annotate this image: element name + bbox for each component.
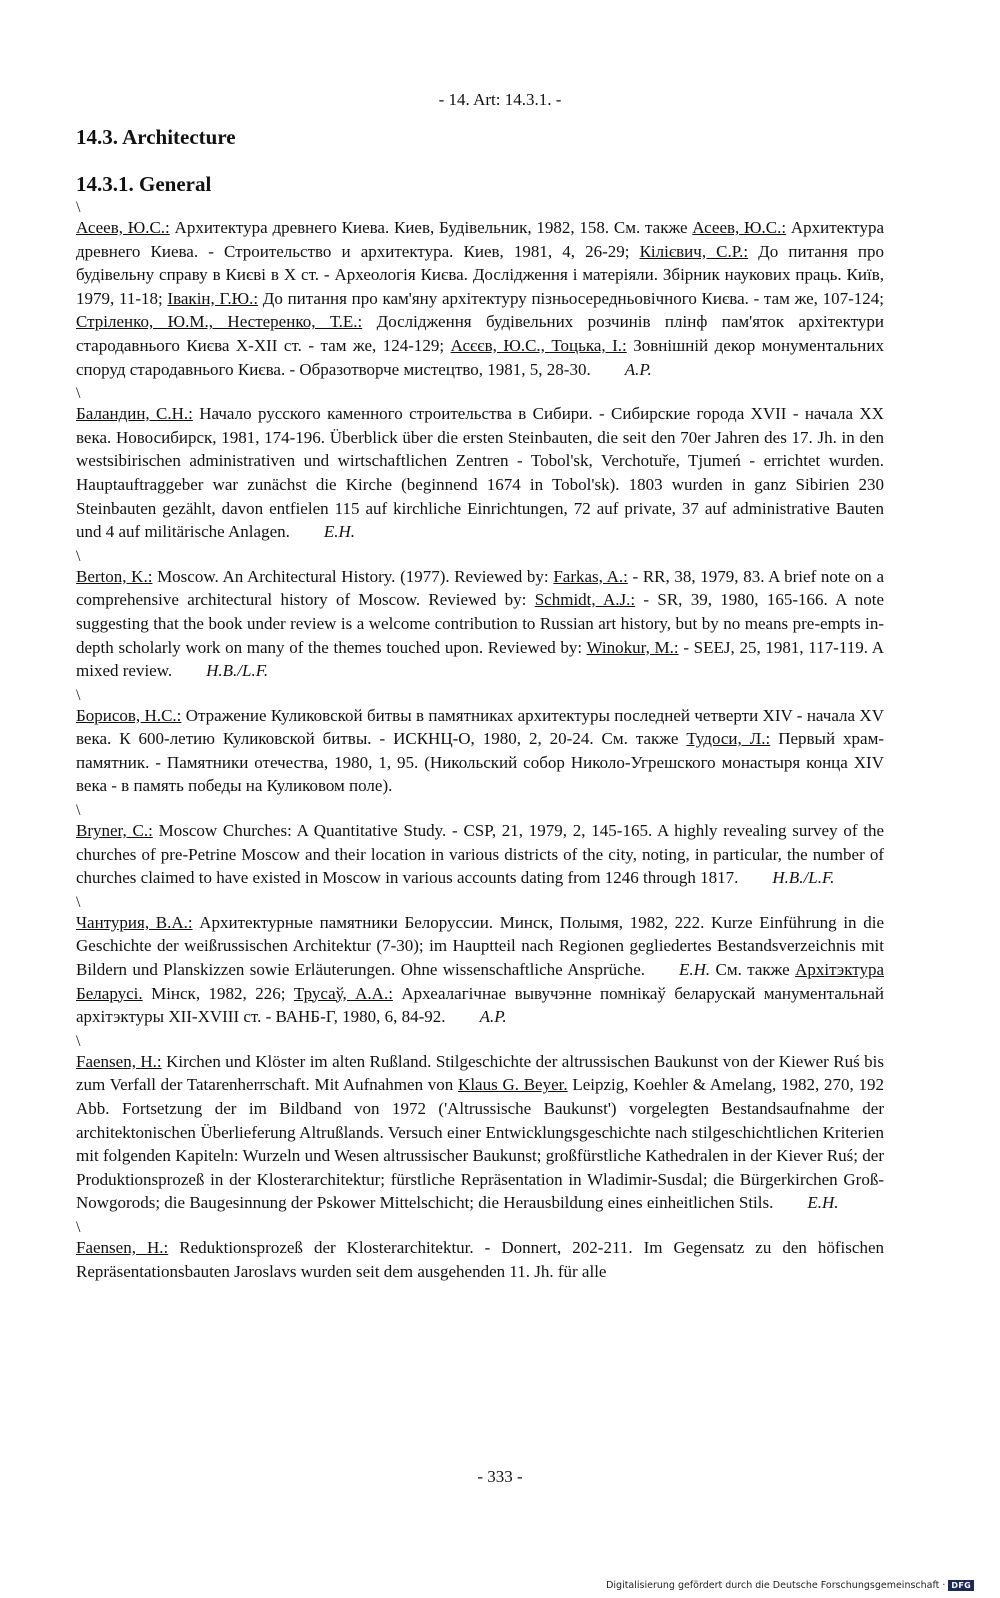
author-name: Архітэктура Беларусі.	[76, 960, 885, 1003]
author-name: Klaus G. Beyer.	[458, 1075, 568, 1095]
author-name: Bryner, C.:	[76, 821, 153, 841]
reviewer-initials: A.P.	[624, 359, 652, 379]
entry-text: Архитектурные памятники Белоруссии. Минск, Полымя, 1982, 222. Kurze Einführung in die Geschichte der weißrussischen Architektur (7-30); im Hauptteil nach Regionen gegliedertes Bestandsverzeichnis mit Bildern und Planskizzen sowie Erläuterungen. Ohne wissenschaftliche Ansprüche.	[76, 912, 884, 980]
entry-text: Начало русского каменного строительства в Сибири. - Сибирские города XVII - начала XX века. Новосибирск, 1981, 174-196. Überblick über die ersten Steinbauten, die seit den 70er Jahren des 17. Jh. in den westsibirischen administrativen und wirtschaftlichen Zentren - Tobol'sk, Verchotuře, Tjumeń - errichtet wurden. Hauptauftraggeber war zunächst die Kirche (beginnend 1674 in Tobol'sk). 1803 wurden in ganz Sibirien 230 Steinbauten gezählt, davon entfielen 115 auf kirchliche Einrichtungen, 72 auf private, 37 auf administrative Bauten und 4 auf militärische Anlagen.	[76, 404, 884, 542]
entry-text: Археалагічнае вывучэнне помнікаў беларускай манументальнай архітэктуры XII-XVIII ст. - ВАНБ-Г, 1980, 6, 84-92.	[76, 983, 884, 1027]
entry-text: Отражение Куликовской битвы в памятниках архитектуры последней четверти XIV - начала XV века. К 600-летию Куликовской битвы. - ИСКНЦ-О, 1980, 2, 20-24. См. также	[76, 705, 884, 749]
author-name: Асеев, Ю.С.:	[76, 218, 170, 237]
entry-separator: \	[76, 1032, 81, 1050]
entry-text: Архитектура древнего Киева. - Строительство и архитектура. Киев, 1981, 4, 26-29;	[76, 218, 884, 261]
entry-separator: \	[76, 686, 81, 704]
running-header: - 14. Art: 14.3.1. -	[438, 90, 562, 109]
author-name: Чантурия, В.А.:	[76, 912, 193, 932]
entry-list	[76, 199, 884, 1283]
entry-text: Дослідження будівельних розчинів плінф пам'яток архітектури стародавнього Києва X-XII ст. - там же, 124-129;	[76, 312, 885, 355]
entry-text: Архитектура древнего Киева. Киев, Будівельник, 1982, 158. См. также	[169, 218, 693, 237]
reviewer-initials: A.P.	[479, 1007, 507, 1027]
entry-separator: \	[76, 547, 81, 565]
entry-text: Moscow Churches: A Quantitative Study. - CSP, 21, 1979, 2, 145-165. A highly revealing survey of the churches of pre-Petrine Moscow and their location in various districts of the city, noting, in particular, the number of churches claimed to have existed in Moscow in various accounts dating from 1246 through 1817.	[76, 821, 885, 888]
author-name: Асєєв, Ю.С., Тоцька, І.:	[450, 335, 627, 355]
bibliography-entry	[76, 819, 884, 890]
entry-text: Reduktionsprozeß der Klosterarchitektur. - Donnert, 202-211. Im Gegensatz zu den höfischen Repräsentationsbauten Jaroslavs wurden seit dem ausgehenden 11. Jh. für alle	[76, 1237, 884, 1281]
entry-text: До питання про будівельну справу в Києві в X ст. - Археологія Києва. Дослідження і матеріяли. Збірник наукових праць. Київ, 1979, 11-18;	[76, 241, 884, 308]
bibliography-body	[76, 125, 884, 1287]
bibliography-entry	[76, 911, 884, 1029]
digitization-footer	[606, 1580, 974, 1591]
entry-separator: \	[76, 1218, 81, 1236]
section-title: 14.3. Architecture	[76, 125, 236, 149]
footer-text: Digitalisierung gefördert durch die Deutsche Forschungsgemeinschaft ·	[606, 1580, 946, 1591]
reviewer-initials: H.B./L.F.	[206, 661, 269, 681]
entry-separator: \	[76, 385, 81, 403]
author-name: Farkas, A.:	[553, 566, 628, 586]
entry-separator: \	[76, 199, 81, 216]
entry-text: Leipzig, Koehler & Amelang, 1982, 270, 192 Abb. Fortsetzung der im Bildband von 1972 ('Altrussische Baukunst') vorgelegten Bestandsaufnahme der architektonischen Überlieferung Altrußlands. Versuch einer Entwicklungsgeschichte nach stilgeschichtlichen Kriterien mit folgenden Kapiteln: Wurzeln und Wesen altrussischer Baukunst; großfürstliche Kathedralen in der Kiever Ruś; der Produktionsprozeß in der Klosterarchitektur; fürstliche Repräsentation in Wladimir-Susdal; die Bürgerkirchen Groß-Nowgorods; die Baugesinnung der Pskower Mittelschicht; die Herausbildung eines einheitlichen Stils.	[76, 1075, 885, 1213]
bibliography-entry	[76, 1050, 884, 1215]
author-name: Schmidt, A.J.:	[534, 590, 636, 610]
entry-text: - SR, 39, 1980, 165-166. A note suggesting that the book under review is a welcome contribution to Russian art history, but by no means pre-empts in-depth scholarly work on many of the themes touched upon. Reviewed by:	[76, 590, 884, 657]
reviewer-initials: E.H.	[679, 960, 711, 980]
author-name: Івакін, Г.Ю.:	[167, 288, 259, 308]
bibliography-entry	[76, 1236, 884, 1283]
entry-text: - SEEJ, 25, 1981, 117-119. A mixed review.	[76, 637, 884, 681]
entry-separator: \	[76, 802, 81, 820]
dfg-logo: DFG	[948, 1580, 974, 1591]
entry-text: Kirchen und Klöster im alten Rußland. Stilgeschichte der altrussischen Baukunst von der Kiewer Ruś bis zum Verfall der Tatarenherrschaft. Mit Aufnahmen von	[76, 1051, 884, 1095]
author-name: Трусаў, А.А.:	[293, 983, 393, 1003]
bibliography-entry	[76, 704, 884, 798]
bibliography-entry	[76, 565, 884, 683]
entry-text: - RR, 38, 1979, 83. A brief note on a comprehensive architectural history of Moscow. Reviewed by:	[76, 566, 884, 610]
author-name: Winokur, M.:	[586, 637, 679, 657]
bibliography-entry	[76, 216, 884, 381]
reviewer-initials: H.B./L.F.	[772, 868, 835, 888]
reviewer-initials: E.H.	[323, 522, 356, 542]
author-name: Асеев, Ю.С.:	[692, 218, 787, 237]
page-number: - 333 -	[477, 1467, 523, 1486]
entry-text: Первый храм-памятник. - Памятники отечества, 1980, 1, 95. (Никольский собор Николо-Угрешского монастыря конца XIV века - в память победы на Куликовом поле).	[76, 729, 885, 796]
bibliography-entry	[76, 402, 884, 544]
entry-text: См. также	[710, 960, 796, 980]
author-name: Стріленко, Ю.М., Нестеренко, Т.Е.:	[76, 312, 363, 332]
author-name: Faensen, H.:	[76, 1051, 162, 1071]
entry-separator: \	[76, 893, 81, 911]
reviewer-initials: E.H.	[807, 1193, 839, 1213]
author-name: Berton, K.:	[76, 566, 153, 586]
entry-text: Зовнішній декор монументальних споруд стародавнього Києва. - Образотворче мистецтво, 1981, 5, 28-30.	[76, 335, 884, 379]
entry-text: До питання про кам'яну архітектуру пізньосередньовічного Києва. - там же, 107-124;	[258, 288, 884, 308]
entry-text: Мінск, 1982, 226;	[142, 983, 294, 1003]
author-name: Борисов, Н.С.:	[76, 705, 182, 725]
subsection-title: 14.3.1. General	[76, 172, 212, 196]
entry-text: Moscow. An Architectural History. (1977). Reviewed by:	[152, 566, 554, 586]
author-name: Баландин, С.Н.:	[76, 404, 193, 424]
author-name: Тудоси, Л.:	[686, 729, 771, 749]
author-name: Кілієвич, С.Р.:	[639, 241, 749, 261]
author-name: Faensen, H.:	[76, 1237, 169, 1257]
